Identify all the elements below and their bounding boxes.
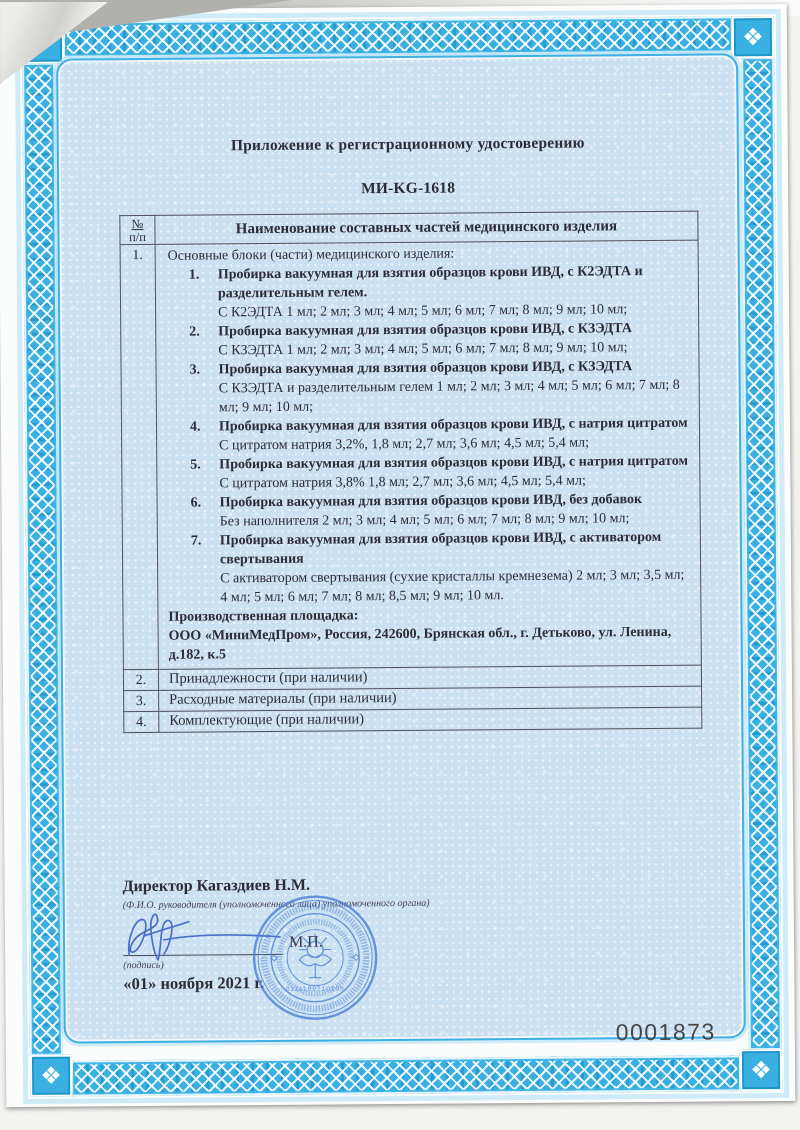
director-name-line: Директор Кагаздиев Н.М. — [122, 876, 311, 896]
item-number: 1. — [188, 267, 200, 283]
main-components-cell — [155, 240, 701, 669]
component-item — [185, 414, 693, 456]
production-site-address: ООО «МиниМедПром», Россия, 242600, Брянская обл., г. Детьково, ул. Ленина, д.182, к.5 — [168, 624, 672, 663]
item-number: 4. — [189, 419, 201, 435]
row-name: Принадлежности (при наличии) — [158, 665, 701, 690]
item-spec: С К2ЭДТА 1 мл; 2 мл; 3 мл; 4 мл; 5 мл; 6 мл; 7 мл; 8 мл; 9 мл; 10 мл; — [218, 302, 628, 321]
border-band-right — [741, 57, 782, 1050]
component-item — [185, 452, 693, 494]
row-name: Расходные материалы (при наличии) — [159, 686, 702, 711]
component-item — [186, 490, 694, 532]
serial-number: 0001873 — [615, 1018, 716, 1046]
row-number: 3. — [124, 690, 159, 711]
item-body — [219, 452, 693, 494]
main-components-row — [120, 240, 701, 670]
components-table — [119, 211, 702, 734]
item-body — [220, 528, 695, 608]
item-title: Пробирка вакуумная для взятия образцов крови ИВД, с натрия цитратом — [219, 453, 689, 473]
item-number: 2. — [189, 324, 200, 340]
border-corner-ornament — [732, 16, 774, 58]
item-body — [218, 262, 692, 323]
item-body — [218, 357, 692, 418]
row-name: Комплектующие (при наличии) — [159, 707, 702, 732]
item-title: Пробирка вакуумная для взятия образцов крови ИВД, с натрия цитратом — [218, 415, 688, 435]
item-title: Пробирка вакуумная для взятия образцов крови ИВД, с КЗЭДТА — [218, 359, 633, 378]
border-corner-ornament — [740, 1049, 782, 1091]
component-items — [166, 262, 695, 608]
item-body — [218, 319, 692, 361]
production-site-label: Производственная площадка: — [168, 608, 359, 625]
components-intro: Основные блоки (части) медицинского изделия: — [167, 246, 455, 264]
item-number: 7. — [190, 533, 202, 549]
header-num-line2: п/п — [128, 229, 146, 245]
date-line: «01» ноября 2021 г. — [123, 973, 265, 994]
component-item — [184, 357, 692, 418]
item-number: 5. — [190, 457, 201, 473]
item-title: Пробирка вакуумная для взятия образцов крови ИВД, без добавок — [219, 492, 643, 511]
fio-caption: (Ф.И.О. руководителя (уполномоченного лица) уполномоченного органа) — [122, 897, 430, 912]
item-spec: С цитратом натрия 3,8% 1,8 мл; 2,7 мл; 3,6 мл; 4,5 мл; 5,4 мл; — [219, 473, 586, 492]
stamp-place-label: М.П. — [288, 933, 323, 951]
stamp-number: 0111199710105 — [285, 985, 345, 993]
table-row — [124, 707, 702, 733]
certificate-number: МИ-KG-1618 — [360, 179, 456, 198]
header-num-line1: № — [131, 216, 144, 232]
item-title: Пробирка вакуумная для взятия образцов крови ИВД, с активатором свертывания — [219, 529, 662, 568]
header-num-cell — [120, 215, 155, 244]
item-body — [220, 490, 694, 532]
border-corner-ornament — [30, 1055, 72, 1097]
item-spec: С активатором свертывания (сухие кристаллы кремнезема) 2 мл; 3 мл; 3,5 мл; 4 мл; 5 мл; 6 мл; 7 мл; 8 мл; 8,5 мл; 9 мл; 10 мл. — [220, 567, 685, 606]
row-number: 4. — [124, 711, 159, 732]
row-number: 1. — [120, 244, 158, 669]
item-number: 6. — [190, 495, 202, 511]
component-item — [186, 528, 695, 608]
certificate-page — [0, 4, 795, 1107]
header-name-cell: Наименование составных частей медицинского изделия — [155, 211, 698, 244]
component-item — [184, 319, 692, 361]
signature-caption: (подпись) — [123, 959, 164, 972]
simple-rows — [123, 665, 701, 733]
document-title: Приложение к регистрационному удостоверению — [230, 134, 585, 155]
item-spec: С КЗЭДТА и разделительным гелем 1 мл; 2 мл; 3 мл; 4 мл; 5 мл; 6 мл; 7 мл; 8 мл; 9 мл; 10 мл; — [218, 377, 680, 416]
table-header-row — [120, 211, 698, 245]
item-title: Пробирка вакуумная для взятия образцов крови ИВД, с КЗЭДТА — [218, 321, 632, 340]
row-number: 2. — [123, 669, 158, 690]
official-round-stamp — [251, 893, 380, 1022]
item-number: 3. — [189, 362, 201, 378]
item-title: Пробирка вакуумная для взятия образцов крови ИВД, с К2ЭДТА и разделительным гелем. — [217, 264, 643, 302]
item-spec: Без наполнителя 2 мл; 3 мл; 4 мл; 5 мл; 6 мл; 7 мл; 8 мл; 9 мл; 10 мл; — [219, 511, 630, 530]
component-item — [184, 262, 692, 323]
item-body — [219, 414, 693, 456]
border-band-bottom — [71, 1055, 741, 1096]
border-band-top — [63, 16, 733, 57]
item-spec: С цитратом натрия 3,2%, 1,8 мл; 2,7 мл; 3,6 мл; 4,5 мл; 5,4 мл; — [219, 435, 590, 454]
item-spec: С КЗЭДТА 1 мл; 2 мл; 3 мл; 4 мл; 5 мл; 6 мл; 7 мл; 8 мл; 9 мл; 10 мл; — [218, 340, 628, 359]
